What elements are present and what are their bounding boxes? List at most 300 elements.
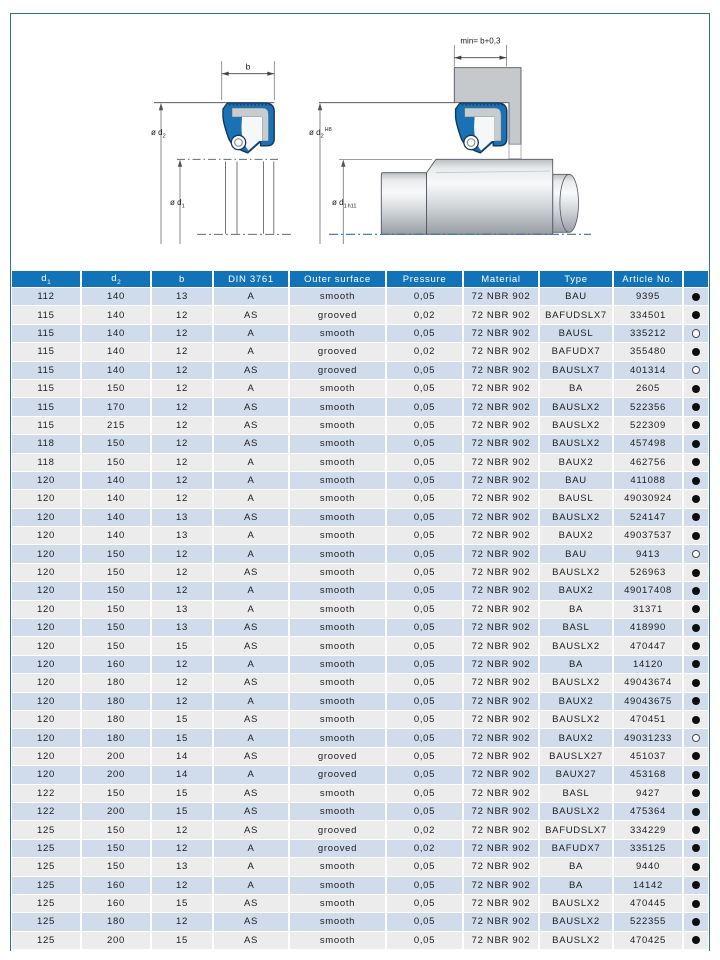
- cell-value: 150: [107, 383, 125, 395]
- cell-value: 49043674: [624, 677, 672, 689]
- cell-pressure: [387, 582, 462, 599]
- cell-d1: [12, 729, 80, 746]
- cell-value: smooth: [319, 695, 356, 707]
- cell-type: [540, 601, 612, 618]
- cell-d2: [82, 343, 150, 360]
- col-header-type: Type: [540, 271, 612, 287]
- cell-outer-surface: [290, 325, 385, 342]
- cell-din: [214, 895, 288, 912]
- cell-value: A: [247, 493, 255, 505]
- cell-value: BAUX2: [558, 732, 594, 744]
- cell-b: [152, 693, 212, 710]
- cell-article-no: [614, 417, 682, 434]
- table-row: [12, 454, 708, 471]
- cell-value: 72 NBR 902: [471, 916, 531, 928]
- cell-value: 200: [107, 769, 125, 781]
- cell-value: 72 NBR 902: [471, 695, 531, 707]
- cell-d2: [82, 380, 150, 397]
- cell-d1: [12, 858, 80, 875]
- cell-availability: [684, 877, 708, 894]
- cell-din: [214, 674, 288, 691]
- cell-pressure: [387, 306, 462, 323]
- table-row: [12, 306, 708, 323]
- cell-value: 15: [176, 787, 188, 799]
- cell-value: BA: [568, 603, 584, 615]
- cell-value: 140: [107, 291, 125, 303]
- dimension-table-area: [10, 270, 710, 950]
- cell-value: 72 NBR 902: [471, 842, 531, 854]
- cell-pressure: [387, 803, 462, 820]
- cell-value: 12: [176, 567, 188, 579]
- cell-pressure: [387, 674, 462, 691]
- cell-availability: [684, 380, 708, 397]
- cell-value: A: [247, 327, 255, 339]
- cell-d2: [82, 858, 150, 875]
- cell-value: grooved: [317, 346, 358, 358]
- cell-value: 140: [107, 309, 125, 321]
- cell-value: 9395: [636, 291, 660, 303]
- availability-dot-filled: [692, 826, 700, 834]
- cell-article-no: [614, 674, 682, 691]
- cell-outer-surface: [290, 619, 385, 636]
- cell-d1: [12, 545, 80, 562]
- cell-d2: [82, 840, 150, 857]
- cell-article-no: [614, 325, 682, 342]
- cell-value: 9440: [636, 861, 660, 873]
- cell-value: 12: [176, 677, 188, 689]
- cell-value: A: [247, 842, 255, 854]
- cell-value: BAUSLX2: [552, 806, 600, 818]
- cell-article-no: [614, 582, 682, 599]
- cell-d2: [82, 601, 150, 618]
- cell-value: 72 NBR 902: [471, 824, 531, 836]
- cell-material: [464, 343, 538, 360]
- cell-value: AS: [243, 806, 259, 818]
- cell-d2: [82, 913, 150, 930]
- cell-din: [214, 693, 288, 710]
- cell-material: [464, 582, 538, 599]
- cell-din: [214, 785, 288, 802]
- cell-availability: [684, 545, 708, 562]
- cell-value: 140: [107, 493, 125, 505]
- cell-material: [464, 417, 538, 434]
- cell-value: 150: [107, 438, 125, 450]
- cell-outer-surface: [290, 306, 385, 323]
- cell-value: A: [247, 585, 255, 597]
- cell-value: 12: [176, 548, 188, 560]
- cell-type: [540, 509, 612, 526]
- cell-value: 120: [37, 511, 55, 523]
- cell-article-no: [614, 693, 682, 710]
- cell-availability: [684, 417, 708, 434]
- table-row: [12, 362, 708, 379]
- table-row: [12, 564, 708, 581]
- cell-article-no: [614, 509, 682, 526]
- cell-value: 0,05: [413, 659, 436, 670]
- cell-value: 15: [176, 732, 188, 744]
- cell-value: 72 NBR 902: [471, 511, 531, 523]
- cell-value: 170: [107, 401, 125, 413]
- cell-b: [152, 877, 212, 894]
- cell-article-no: [614, 454, 682, 471]
- cell-d2: [82, 785, 150, 802]
- availability-dot-filled: [692, 660, 700, 668]
- table-row: [12, 527, 708, 544]
- cell-outer-surface: [290, 288, 385, 305]
- cell-pressure: [387, 766, 462, 783]
- cell-value: A: [247, 659, 255, 670]
- cell-value: 72 NBR 902: [471, 750, 531, 762]
- cell-value: 49017408: [624, 585, 672, 597]
- cell-value: AS: [243, 750, 259, 762]
- table-row: [12, 766, 708, 783]
- cell-type: [540, 693, 612, 710]
- dim-label-d1-right: ø $d_1h11$: [332, 198, 357, 210]
- cell-d1: [12, 821, 80, 838]
- cell-availability: [684, 693, 708, 710]
- cell-value: 12: [176, 842, 188, 854]
- cell-material: [464, 785, 538, 802]
- technical-drawing: [11, 14, 709, 270]
- cell-material: [464, 509, 538, 526]
- cell-value: 115: [37, 419, 55, 431]
- cell-value: 72 NBR 902: [471, 622, 531, 634]
- cell-value: 0,05: [413, 916, 436, 928]
- cell-value: 12: [176, 695, 188, 707]
- cell-type: [540, 288, 612, 305]
- cell-value: 115: [37, 346, 55, 358]
- cell-value: 125: [37, 879, 55, 891]
- cell-availability: [684, 748, 708, 765]
- cell-value: A: [247, 548, 255, 560]
- cell-value: 150: [107, 585, 125, 597]
- cell-value: 12: [176, 585, 188, 597]
- col-header-availability: [684, 271, 708, 287]
- cell-value: 72 NBR 902: [471, 787, 531, 799]
- cell-value: AS: [243, 898, 259, 910]
- cell-outer-surface: [290, 454, 385, 471]
- cell-type: [540, 454, 612, 471]
- cell-availability: [684, 472, 708, 489]
- cell-availability: [684, 582, 708, 599]
- cell-article-no: [614, 545, 682, 562]
- cell-article-no: [614, 932, 682, 949]
- cell-type: [540, 306, 612, 323]
- cell-value: smooth: [319, 806, 356, 818]
- cell-pressure: [387, 472, 462, 489]
- cell-b: [152, 380, 212, 397]
- cell-value: 72 NBR 902: [471, 677, 531, 689]
- cell-outer-surface: [290, 803, 385, 820]
- cell-pressure: [387, 343, 462, 360]
- cell-article-no: [614, 472, 682, 489]
- cell-d2: [82, 454, 150, 471]
- cell-article-no: [614, 380, 682, 397]
- col-header-d1: $d_1$: [12, 271, 80, 287]
- table-row: [12, 748, 708, 765]
- cell-type: [540, 398, 612, 415]
- dim-label-min: min= b+0,3: [460, 36, 501, 46]
- cell-din: [214, 656, 288, 673]
- dim-label-d2-right: ø $d_2^{H8}$: [309, 127, 332, 140]
- cell-value: 215: [107, 419, 125, 431]
- cell-b: [152, 343, 212, 360]
- cell-d1: [12, 306, 80, 323]
- cell-value: 72 NBR 902: [471, 934, 531, 946]
- cell-d1: [12, 877, 80, 894]
- cell-d1: [12, 288, 80, 305]
- cell-outer-surface: [290, 343, 385, 360]
- cell-value: 451037: [630, 750, 666, 762]
- table-row: [12, 472, 708, 489]
- cell-value: BA: [568, 659, 584, 670]
- seal-dimension-table: [10, 270, 710, 950]
- cell-value: 470425: [630, 934, 666, 946]
- cell-article-no: [614, 288, 682, 305]
- cell-pressure: [387, 417, 462, 434]
- cell-value: 14120: [633, 659, 663, 670]
- cell-value: 180: [107, 714, 125, 726]
- cell-din: [214, 325, 288, 342]
- cell-outer-surface: [290, 527, 385, 544]
- cell-outer-surface: [290, 509, 385, 526]
- cell-value: 122: [37, 787, 55, 799]
- cell-value: 0,02: [413, 842, 436, 854]
- cell-d2: [82, 656, 150, 673]
- table-row: [12, 656, 708, 673]
- cell-availability: [684, 454, 708, 471]
- cell-value: smooth: [319, 475, 356, 487]
- cell-value: BAFUDX7: [551, 842, 601, 854]
- cell-value: smooth: [319, 493, 356, 505]
- cell-value: 72 NBR 902: [471, 548, 531, 560]
- cell-value: BA: [568, 879, 584, 891]
- availability-dot-filled: [692, 881, 700, 889]
- cell-value: 140: [107, 530, 125, 542]
- cell-value: smooth: [319, 456, 356, 468]
- cell-value: 72 NBR 902: [471, 309, 531, 321]
- cell-din: [214, 362, 288, 379]
- availability-dot-filled: [692, 808, 700, 816]
- cell-value: 72 NBR 902: [471, 879, 531, 891]
- cell-din: [214, 913, 288, 930]
- dim-label-b: b: [245, 61, 251, 72]
- cell-value: 72 NBR 902: [471, 530, 531, 542]
- cell-pressure: [387, 435, 462, 452]
- cell-b: [152, 325, 212, 342]
- cell-value: A: [247, 383, 255, 395]
- cell-type: [540, 545, 612, 562]
- cell-d2: [82, 932, 150, 949]
- cell-d2: [82, 895, 150, 912]
- cell-d1: [12, 325, 80, 342]
- cell-value: 120: [37, 567, 55, 579]
- table-row: [12, 601, 708, 618]
- cell-availability: [684, 619, 708, 636]
- cell-value: 120: [37, 677, 55, 689]
- cell-value: AS: [243, 677, 259, 689]
- cell-d1: [12, 674, 80, 691]
- cell-value: 72 NBR 902: [471, 640, 531, 652]
- cell-material: [464, 288, 538, 305]
- availability-dot-filled: [692, 458, 700, 466]
- cell-value: 200: [107, 934, 125, 946]
- cell-material: [464, 858, 538, 875]
- cell-value: AS: [243, 934, 259, 946]
- cell-value: 15: [176, 934, 188, 946]
- cell-d2: [82, 766, 150, 783]
- cell-din: [214, 840, 288, 857]
- cell-d1: [12, 840, 80, 857]
- table-row: [12, 785, 708, 802]
- availability-dot-filled: [692, 569, 700, 577]
- cell-value: 122: [37, 806, 55, 818]
- cell-value: 120: [37, 530, 55, 542]
- table-row: [12, 729, 708, 746]
- cell-availability: [684, 932, 708, 949]
- cell-value: AS: [243, 419, 259, 431]
- cell-value: 0,05: [413, 787, 436, 799]
- col-header-din: DIN 3761: [214, 271, 288, 287]
- cell-type: [540, 325, 612, 342]
- cell-value: 120: [37, 475, 55, 487]
- availability-dot-filled: [692, 421, 700, 429]
- cell-value: 12: [176, 475, 188, 487]
- cell-outer-surface: [290, 785, 385, 802]
- cell-value: 12: [176, 309, 188, 321]
- cell-value: 0,05: [413, 677, 436, 689]
- cell-value: 120: [37, 714, 55, 726]
- cell-pressure: [387, 527, 462, 544]
- cell-type: [540, 766, 612, 783]
- cell-pressure: [387, 821, 462, 838]
- cell-material: [464, 619, 538, 636]
- cell-value: AS: [243, 438, 259, 450]
- cell-d1: [12, 527, 80, 544]
- cell-value: smooth: [319, 401, 356, 413]
- cell-din: [214, 490, 288, 507]
- cell-value: 335212: [630, 327, 666, 339]
- cell-value: 470451: [630, 714, 666, 726]
- cell-b: [152, 545, 212, 562]
- cell-value: 125: [37, 861, 55, 873]
- cell-article-no: [614, 306, 682, 323]
- cell-din: [214, 527, 288, 544]
- cell-value: 72 NBR 902: [471, 585, 531, 597]
- cell-value: smooth: [319, 677, 356, 689]
- cell-article-no: [614, 362, 682, 379]
- cell-value: smooth: [319, 898, 356, 910]
- cell-pressure: [387, 729, 462, 746]
- cell-d1: [12, 895, 80, 912]
- cell-type: [540, 343, 612, 360]
- availability-dot-filled: [692, 311, 700, 319]
- cell-value: 470447: [630, 640, 666, 652]
- cell-value: 150: [107, 567, 125, 579]
- table-row: [12, 619, 708, 636]
- cell-din: [214, 748, 288, 765]
- cell-value: smooth: [319, 530, 356, 542]
- cell-article-no: [614, 711, 682, 728]
- cell-value: AS: [243, 511, 259, 523]
- cell-value: BAUSLX2: [552, 714, 600, 726]
- cell-value: BAUSL: [558, 327, 594, 339]
- cell-type: [540, 895, 612, 912]
- cell-value: smooth: [319, 603, 356, 615]
- cell-value: grooved: [317, 750, 358, 762]
- cell-type: [540, 362, 612, 379]
- cell-d1: [12, 417, 80, 434]
- cell-material: [464, 306, 538, 323]
- cell-value: 15: [176, 640, 188, 652]
- cell-d2: [82, 398, 150, 415]
- cell-d1: [12, 637, 80, 654]
- cell-type: [540, 527, 612, 544]
- cell-outer-surface: [290, 362, 385, 379]
- cell-value: 150: [107, 456, 125, 468]
- cell-d2: [82, 729, 150, 746]
- cell-value: 0,05: [413, 750, 436, 762]
- availability-dot-filled: [692, 844, 700, 852]
- cell-value: 457498: [630, 438, 666, 450]
- cell-value: 12: [176, 383, 188, 395]
- cell-value: 72 NBR 902: [471, 291, 531, 303]
- table-row: [12, 803, 708, 820]
- cell-value: 118: [37, 438, 55, 450]
- cell-din: [214, 766, 288, 783]
- cell-d1: [12, 711, 80, 728]
- cell-article-no: [614, 858, 682, 875]
- cell-value: 115: [37, 383, 55, 395]
- cell-value: 418990: [630, 622, 666, 634]
- cell-value: BAFUDX7: [551, 346, 601, 358]
- cell-value: 453168: [630, 769, 666, 781]
- cell-availability: [684, 711, 708, 728]
- cell-d2: [82, 288, 150, 305]
- cell-d1: [12, 803, 80, 820]
- cell-article-no: [614, 490, 682, 507]
- cell-pressure: [387, 288, 462, 305]
- cell-value: BAUSLX2: [552, 916, 600, 928]
- cell-din: [214, 729, 288, 746]
- cell-din: [214, 637, 288, 654]
- cell-availability: [684, 729, 708, 746]
- cell-d1: [12, 601, 80, 618]
- cell-value: 0,05: [413, 695, 436, 707]
- cell-value: BA: [568, 383, 584, 395]
- cell-outer-surface: [290, 821, 385, 838]
- cell-din: [214, 435, 288, 452]
- cell-value: 140: [107, 364, 125, 376]
- cell-value: BAUSLX2: [552, 898, 600, 910]
- cell-availability: [684, 858, 708, 875]
- table-row: [12, 343, 708, 360]
- cell-availability: [684, 509, 708, 526]
- table-row: [12, 877, 708, 894]
- cell-value: 12: [176, 659, 188, 670]
- cell-value: 120: [37, 695, 55, 707]
- cell-value: 12: [176, 346, 188, 358]
- cell-d2: [82, 472, 150, 489]
- cell-value: 72 NBR 902: [471, 364, 531, 376]
- table-row: [12, 895, 708, 912]
- cell-din: [214, 509, 288, 526]
- cell-availability: [684, 362, 708, 379]
- cell-value: 12: [176, 438, 188, 450]
- cell-value: 112: [37, 291, 55, 303]
- cell-value: 49031233: [624, 732, 672, 744]
- cell-value: AS: [243, 640, 259, 652]
